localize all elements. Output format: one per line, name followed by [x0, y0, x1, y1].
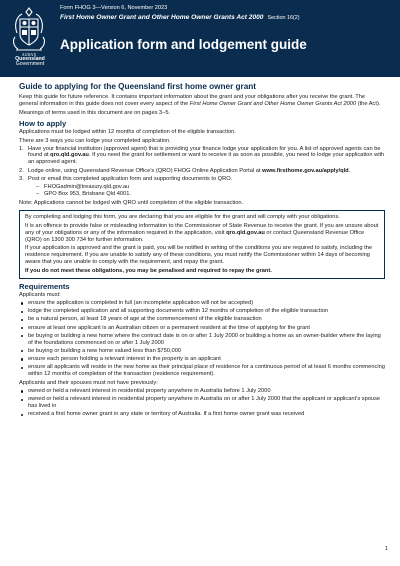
guide-intro-act: First Home Owner Grant and Other Home Owner Grants Act 2000 [189, 100, 357, 107]
requirements-heading: Requirements [19, 282, 70, 292]
qro-link[interactable]: qro.qld.gov.au [50, 152, 89, 159]
logo-line-queensland: Queensland [15, 56, 45, 62]
page-number: 1 [384, 546, 388, 552]
how-to-apply-heading: How to apply [19, 118, 67, 128]
requirement-item: ensure each person holding a relevant interest in the property is an applicant [19, 356, 385, 363]
requirement-item: ensure at least one applicant is an Australian citizen or a permanent resident at the time of applying for the grant [19, 325, 385, 332]
queensland-crest-logo [6, 5, 52, 59]
act-section: Section 16(2) [267, 15, 300, 21]
offence-text-start: It is an offence to provide false or misleading information to the Commissioner of State Revenue to receive the grant. If you are unsure about any of your obligations or any of the information required in the application, visit [25, 222, 379, 236]
svg-text:AUDAX: AUDAX [21, 52, 37, 57]
requirements-list [19, 300, 385, 378]
requirement-item: ensure the application is completed in full (an incomplete application will not be accepted) [19, 300, 385, 307]
offence-text-end: or contact Queensland Revenue Office (QRO) on 1300 300 734 for further information. [25, 229, 365, 243]
spouse-requirement-item: owned or held a relevant interest in residential property anywhere in Australia on or after 1 July 2000 that the applicant or applicant’s spouse has lived in [19, 396, 385, 410]
step-number: 3. [19, 176, 24, 183]
requirement-item: ensure all applicants will reside in the new home as their principal place of residence for a continuous period of at least 6 months commencing within 12 months of completion of the transaction (residence requirement). [19, 364, 385, 378]
step-text: Have your financial institution (approved agent) that is providing your finance lodge your application for you. A list of approved agents can be found at [28, 145, 381, 159]
logo-wordmark [4, 57, 56, 68]
requirement-item: lodge the completed application and all supporting documents within 12 months of completion of the eligible transaction [19, 308, 385, 315]
lodge-steps-list [19, 146, 385, 198]
email-address[interactable]: – FHOGadmin@treasury.qld.gov.au [36, 184, 385, 191]
spouse-requirement-item: owned or held a relevant interest in residential property anywhere in Australia before 1 July 2000 [19, 388, 385, 395]
guide-intro [19, 94, 385, 108]
lodge-ways-text: There are 3 ways you can lodge your completed application. [19, 137, 171, 144]
penalty-warning: If you do not meet these obligations, you may be penalised and required to repay the grant. [25, 268, 272, 275]
contact-list [36, 184, 385, 198]
requirement-item: be buying or building a new home where the contract date is on or after 1 July 2000 or building a home as an owner-builder where the laying of the foundations commenced on or after 1 July 2000 [19, 333, 385, 347]
firsthome-portal-link[interactable]: www.firsthome.gov.au/apply/qld [262, 167, 349, 174]
conditions-text: If your application is approved and the grant is paid, you will be notified in writing of the conditions you are required to satisfy, including the residence requirement. If you are unable to satisfy any of these conditions, you must notify the Commissioner within 14 days of becoming aware that you are unable to comply with the requirement, and repay the grant. [25, 245, 373, 266]
act-title [60, 14, 300, 21]
page-header [0, 0, 400, 77]
step-text: . [348, 167, 351, 174]
page-title: Application form and lodgement guide [60, 37, 307, 52]
logo-line-government: Government [15, 61, 45, 68]
spouse-requirement-item: received a first home owner grant in any state or territory of Australia. If a first home owner grant was received [19, 411, 385, 418]
guide-intro-end: (the Act). [356, 100, 381, 107]
step-number: 1. [19, 145, 24, 152]
declaration-notice-box [19, 210, 385, 279]
lodge-note: Note: Applications cannot be lodged with QRO until completion of the eligible transaction. [19, 199, 244, 206]
step-text: . If you need the grant for settlement or want to receive it as soon as possible, you need to lodge your application with an approved agent. [28, 152, 385, 166]
step-text: Lodge online, using Queensland Revenue Office’s (QRO) FHOG Online Application Portal at [28, 167, 263, 174]
act-title-text: First Home Owner Grant and Other Home Owner Grants Act 2000 [60, 14, 264, 21]
guide-intro-text: Keep this guide for future reference. It contains important information about the grant and your obligations after you receive the grant. The general information in this guide does not cover every aspect of the [19, 94, 366, 107]
step-online-portal [19, 168, 385, 175]
spouses-intro: Applicants and their spouses must not have previously: [19, 380, 158, 387]
qro-link[interactable]: qro.qld.gov.au [226, 229, 265, 236]
form-reference: Form FHOG 3—Version 6, November 2023 [60, 5, 168, 11]
offence-text [25, 223, 379, 244]
step-text: Post or email this completed application form and supporting documents to QRO. [28, 176, 233, 183]
meanings-note: Meanings of terms used in this document are on pages 3–5. [19, 109, 171, 116]
requirement-item: be a natural person, at least 18 years of age at the commencement of the eligible transaction [19, 316, 385, 323]
declaration-text: By completing and lodging this form, you are declaring that you are eligible for the grant and will comply with your obligations. [25, 213, 340, 220]
step-post-or-email [19, 176, 385, 198]
spouse-requirements-list [19, 388, 385, 418]
postal-address: – GPO Box 953, Brisbane Qld 4001. [36, 191, 385, 198]
lodge-deadline-text: Applications must be lodged within 12 months of completion of the eligible transaction. [19, 128, 236, 135]
step-number: 2. [19, 167, 24, 174]
step-approved-agent [19, 146, 385, 167]
guide-heading: Guide to applying for the Queensland first home owner grant [19, 82, 257, 91]
requirements-intro: Applicants must: [19, 292, 61, 299]
requirement-item: be buying or building a new home valued less than $750,000 [19, 348, 385, 355]
document-body [19, 82, 385, 420]
